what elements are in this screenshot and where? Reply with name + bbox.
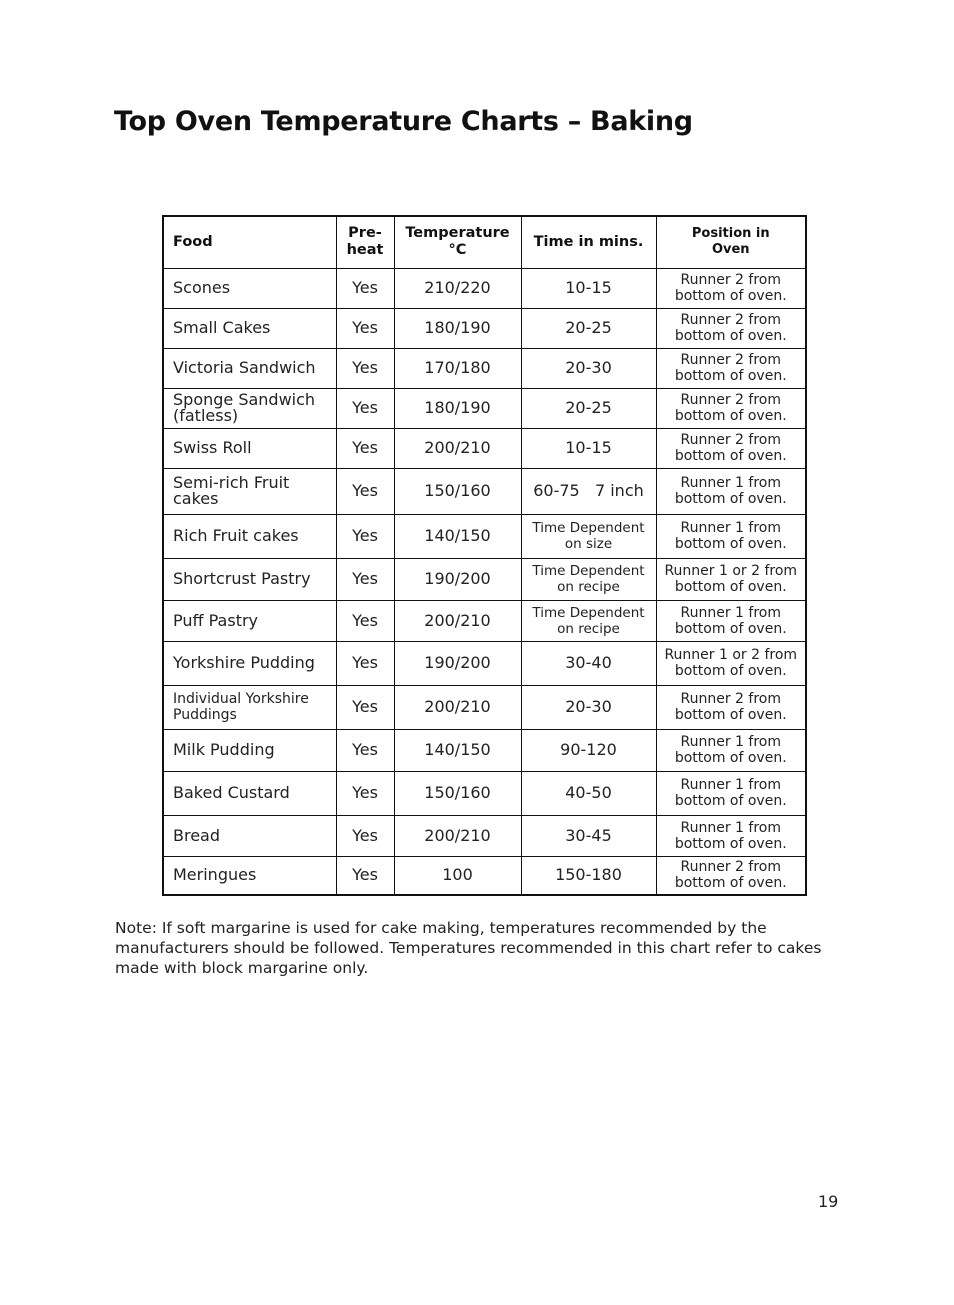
position-cell (656, 641, 806, 685)
temperature-cell: 200/210 (394, 815, 521, 856)
position-cell (656, 468, 806, 514)
food-cell: Semi-rich Fruit cakes (163, 468, 336, 514)
table-row (163, 268, 806, 308)
temperature-cell: 200/210 (394, 428, 521, 468)
preheat-cell: Yes (336, 641, 394, 685)
temperature-cell: 200/210 (394, 600, 521, 641)
table-row (163, 428, 806, 468)
table-row (163, 856, 806, 895)
preheat-cell: Yes (336, 388, 394, 428)
preheat-cell: Yes (336, 268, 394, 308)
preheat-cell: Yes (336, 771, 394, 815)
temperature-cell: 150/160 (394, 468, 521, 514)
temperature-cell: 140/150 (394, 514, 521, 558)
position-cell (656, 600, 806, 641)
position-text: bottom of oven. (674, 288, 787, 304)
table-row (163, 348, 806, 388)
time-text: Time Dependent (532, 520, 645, 536)
food-cell: Swiss Roll (163, 428, 336, 468)
position-text: Runner 1 from (680, 520, 781, 536)
table-row (163, 641, 806, 685)
column-header-preheat (336, 216, 394, 268)
position-text: Runner 2 from (680, 432, 781, 448)
column-header-food: Food (163, 216, 336, 268)
margarine-note: Note: If soft margarine is used for cake making, temperatures recommended by the manufacturers should be followed. Temperatures recommended in this chart refer to cakes made with block margarine only. (115, 919, 822, 977)
position-cell (656, 685, 806, 729)
time-text: Time Dependent (532, 604, 645, 621)
position-text: Runner 2 from (680, 859, 781, 876)
position-text: Runner 2 from (680, 312, 781, 328)
time-cell: 20-25 (521, 308, 656, 348)
temperature-cell: 150/160 (394, 771, 521, 815)
food-cell: Bread (163, 815, 336, 856)
time-cell (521, 600, 656, 641)
position-cell (656, 771, 806, 815)
time-cell: 20-25 (521, 388, 656, 428)
preheat-cell: Yes (336, 856, 394, 895)
position-text: Runner 1 from (680, 734, 781, 750)
food-cell: Meringues (163, 856, 336, 895)
header-text: Temperature (405, 225, 510, 242)
time-text: Time Dependent (532, 563, 645, 579)
position-cell (656, 348, 806, 388)
time-text: on size (564, 536, 613, 552)
time-cell: 10-15 (521, 428, 656, 468)
preheat-cell: Yes (336, 729, 394, 771)
column-header-time: Time in mins. (521, 216, 656, 268)
preheat-cell: Yes (336, 348, 394, 388)
position-text: bottom of oven. (674, 663, 787, 679)
position-cell (656, 388, 806, 428)
position-text: Runner 2 from (680, 392, 781, 408)
food-cell: Shortcrust Pastry (163, 558, 336, 600)
preheat-cell: Yes (336, 514, 394, 558)
position-text: bottom of oven. (674, 328, 787, 344)
position-text: bottom of oven. (674, 835, 787, 852)
table-row (163, 600, 806, 641)
page-title: Top Oven Temperature Charts – Baking (114, 106, 693, 137)
table-row (163, 771, 806, 815)
preheat-cell: Yes (336, 308, 394, 348)
position-text: Runner 2 from (680, 352, 781, 368)
food-cell: Sponge Sandwich (fatless) (163, 388, 336, 428)
position-text: bottom of oven. (674, 368, 787, 384)
position-cell (656, 428, 806, 468)
time-cell: 30-45 (521, 815, 656, 856)
position-text: bottom of oven. (674, 536, 787, 552)
time-cell: 30-40 (521, 641, 656, 685)
time-cell: 60-75 7 inch (521, 468, 656, 514)
food-cell: Yorkshire Pudding (163, 641, 336, 685)
oven-temperature-table (162, 215, 807, 896)
preheat-cell: Yes (336, 468, 394, 514)
position-cell (656, 815, 806, 856)
preheat-cell: Yes (336, 685, 394, 729)
position-cell (656, 514, 806, 558)
temperature-cell: 180/190 (394, 388, 521, 428)
temperature-cell: 210/220 (394, 268, 521, 308)
time-cell: 10-15 (521, 268, 656, 308)
time-cell: 20-30 (521, 685, 656, 729)
position-text: bottom of oven. (674, 875, 787, 892)
position-text: bottom of oven. (674, 750, 787, 766)
page-number: 19 (818, 1192, 839, 1211)
time-cell: 20-30 (521, 348, 656, 388)
position-text: Runner 1 or 2 from (664, 563, 798, 579)
food-cell: Puff Pastry (163, 600, 336, 641)
food-cell: Rich Fruit cakes (163, 514, 336, 558)
position-text: Runner 2 from (680, 691, 781, 707)
time-cell (521, 558, 656, 600)
position-text: Runner 1 from (680, 604, 781, 621)
position-text: bottom of oven. (674, 491, 787, 507)
time-cell: 90-120 (521, 729, 656, 771)
table-row (163, 308, 806, 348)
temperature-cell: 100 (394, 856, 521, 895)
position-text: Runner 1 from (680, 819, 781, 836)
table-row (163, 514, 806, 558)
position-text: Runner 1 from (680, 475, 781, 491)
position-cell (656, 856, 806, 895)
table-row (163, 468, 806, 514)
position-cell (656, 558, 806, 600)
temperature-cell: 140/150 (394, 729, 521, 771)
position-cell (656, 268, 806, 308)
table-row (163, 388, 806, 428)
time-text: on recipe (557, 620, 620, 637)
temperature-cell: 190/200 (394, 641, 521, 685)
table-row (163, 558, 806, 600)
preheat-cell: Yes (336, 815, 394, 856)
position-text: bottom of oven. (674, 793, 787, 809)
food-cell: Victoria Sandwich (163, 348, 336, 388)
header-text: Oven (711, 242, 750, 258)
time-cell (521, 514, 656, 558)
table-row (163, 729, 806, 771)
position-text: Runner 1 from (680, 777, 781, 793)
temperature-cell: 170/180 (394, 348, 521, 388)
food-cell: Individual Yorkshire Puddings (163, 685, 336, 729)
temperature-cell: 190/200 (394, 558, 521, 600)
header-text: heat (346, 242, 384, 259)
temperature-cell: 200/210 (394, 685, 521, 729)
position-text: bottom of oven. (674, 408, 787, 424)
time-cell: 150-180 (521, 856, 656, 895)
header-text: Position in (691, 226, 770, 242)
table-row (163, 685, 806, 729)
food-cell: Small Cakes (163, 308, 336, 348)
column-header-temperature (394, 216, 521, 268)
position-cell (656, 308, 806, 348)
time-text: on recipe (557, 579, 620, 595)
table-header-row (163, 216, 806, 268)
position-text: bottom of oven. (674, 579, 787, 595)
preheat-cell: Yes (336, 428, 394, 468)
food-cell: Scones (163, 268, 336, 308)
food-cell: Baked Custard (163, 771, 336, 815)
position-text: Runner 1 or 2 from (664, 647, 798, 663)
column-header-position (656, 216, 806, 268)
preheat-cell: Yes (336, 600, 394, 641)
temperature-cell: 180/190 (394, 308, 521, 348)
time-cell: 40-50 (521, 771, 656, 815)
table-row (163, 815, 806, 856)
position-text: bottom of oven. (674, 707, 787, 723)
position-text: bottom of oven. (674, 448, 787, 464)
header-text: °C (448, 242, 467, 259)
position-text: bottom of oven. (674, 620, 787, 637)
position-cell (656, 729, 806, 771)
food-cell: Milk Pudding (163, 729, 336, 771)
position-text: Runner 2 from (680, 272, 781, 288)
preheat-cell: Yes (336, 558, 394, 600)
header-text: Pre- (348, 225, 382, 242)
